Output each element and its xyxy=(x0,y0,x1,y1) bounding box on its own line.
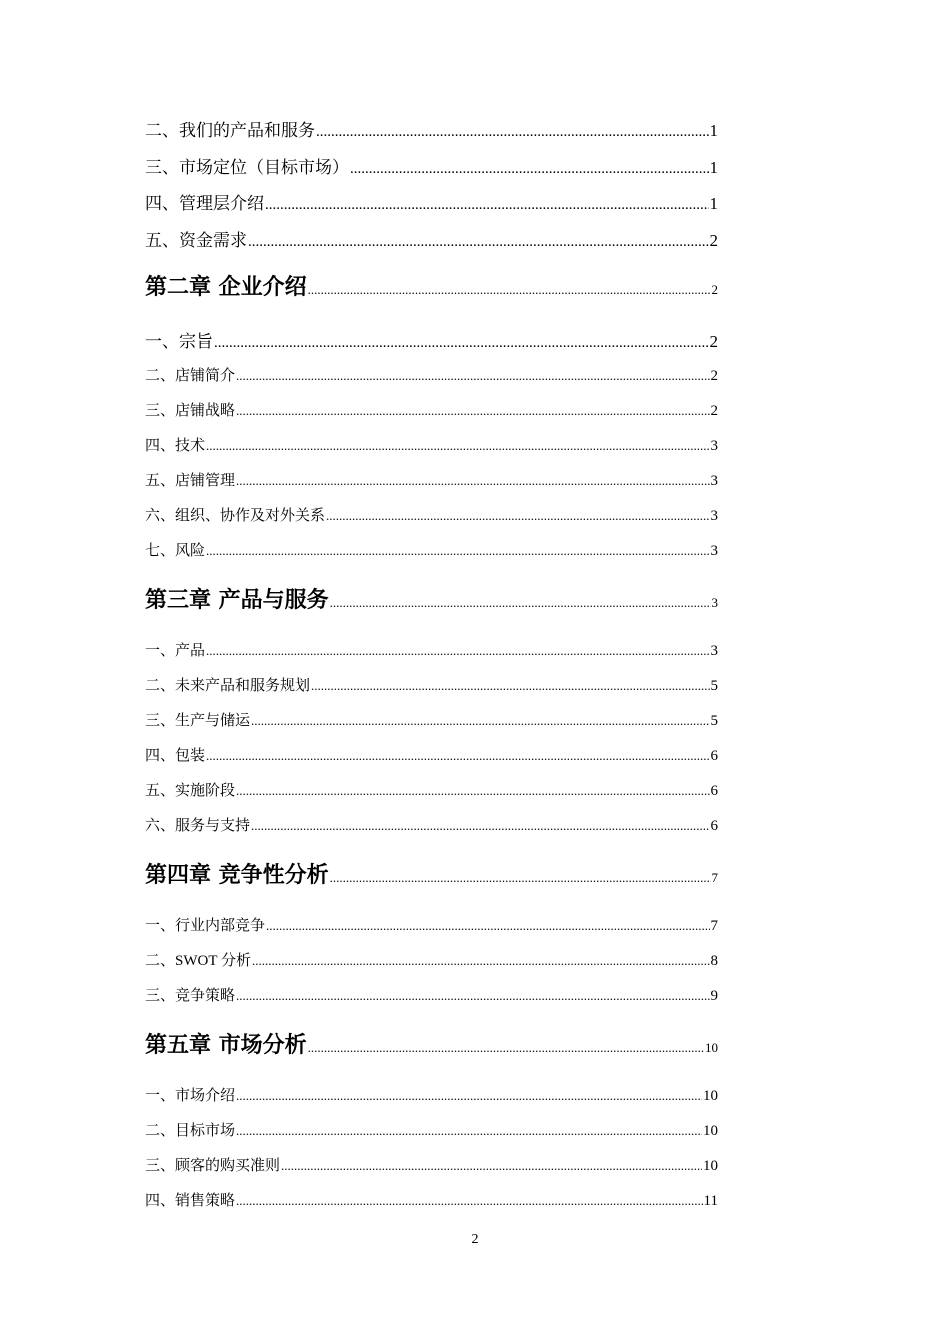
toc-entry-page: 3 xyxy=(710,473,718,489)
toc-entry[interactable] xyxy=(145,674,718,695)
toc-entry-page: 1 xyxy=(709,121,718,140)
toc-entry-title: 四、技术 xyxy=(145,438,206,454)
toc-chapter-entry[interactable] xyxy=(145,858,718,889)
toc-entry-title: 五、资金需求 xyxy=(145,231,247,250)
toc-entry[interactable] xyxy=(145,504,718,525)
dot-leader xyxy=(330,595,711,611)
toc-entry-title: 第四章 竞争性分析 xyxy=(145,863,329,888)
dot-leader xyxy=(236,368,709,384)
toc-entry-title: 七、风险 xyxy=(145,543,206,559)
toc-entry[interactable] xyxy=(145,984,718,1005)
dot-leader xyxy=(236,1193,703,1209)
toc-entry[interactable] xyxy=(145,153,718,178)
toc-chapter-entry[interactable] xyxy=(145,583,718,614)
toc-entry[interactable] xyxy=(145,1119,718,1140)
dot-leader xyxy=(266,918,709,934)
toc-entry[interactable] xyxy=(145,914,718,935)
toc-entry-title: 一、宗旨 xyxy=(145,332,213,351)
toc-entry[interactable] xyxy=(145,116,718,141)
toc-entry[interactable] xyxy=(145,814,718,835)
toc-entry[interactable] xyxy=(145,744,718,765)
toc-entry-page: 9 xyxy=(710,988,718,1004)
dot-leader xyxy=(308,1040,704,1056)
toc-entry-page: 5 xyxy=(710,713,718,729)
toc-entry[interactable] xyxy=(145,434,718,455)
dot-leader xyxy=(236,403,709,419)
toc-entry-page: 6 xyxy=(710,748,718,764)
dot-leader xyxy=(206,438,709,454)
toc-entry[interactable] xyxy=(145,327,718,352)
toc-entry[interactable] xyxy=(145,539,718,560)
toc-entry-page: 3 xyxy=(710,643,718,659)
toc-entry-page: 2 xyxy=(710,403,718,419)
toc-entry-title: 二、SWOT 分析 xyxy=(145,953,251,969)
dot-leader xyxy=(326,508,709,524)
toc-entry-title: 二、店铺简介 xyxy=(145,368,236,384)
toc-entry-page: 7 xyxy=(711,870,718,885)
toc-entry[interactable] xyxy=(145,709,718,730)
toc-entry[interactable] xyxy=(145,189,718,214)
toc-entry-page: 7 xyxy=(710,918,718,934)
toc-entry-page: 3 xyxy=(710,543,718,559)
toc-entry-page: 2 xyxy=(711,282,718,297)
toc-entry-page: 2 xyxy=(709,231,718,250)
dot-leader xyxy=(236,783,709,799)
toc-entry-page: 6 xyxy=(710,783,718,799)
toc-entry-page: 10 xyxy=(705,1040,718,1055)
toc-entry[interactable] xyxy=(145,1084,718,1105)
toc-entry-title: 四、管理层介绍 xyxy=(145,194,264,213)
toc-entry-title: 三、竞争策略 xyxy=(145,988,236,1004)
toc-entry[interactable] xyxy=(145,1189,718,1210)
toc-entry-page: 10 xyxy=(703,1088,718,1104)
toc-entry-title: 三、店铺战略 xyxy=(145,403,236,419)
dot-leader xyxy=(206,643,709,659)
toc-entry-title: 四、包装 xyxy=(145,748,206,764)
toc-entry[interactable] xyxy=(145,949,718,970)
toc-entry-page: 6 xyxy=(710,818,718,834)
dot-leader xyxy=(311,678,709,694)
toc-entry-page: 3 xyxy=(710,438,718,454)
dot-leader xyxy=(206,543,709,559)
toc-entry-page: 10 xyxy=(703,1123,718,1139)
toc-entry[interactable] xyxy=(145,639,718,660)
dot-leader xyxy=(214,335,709,352)
toc-entry-title: 一、市场介绍 xyxy=(145,1088,236,1104)
toc-entry-title: 四、销售策略 xyxy=(145,1193,236,1209)
toc-entry-page: 8 xyxy=(710,953,718,969)
dot-leader xyxy=(330,870,711,886)
page-number: 2 xyxy=(471,1232,479,1247)
dot-leader xyxy=(236,1088,702,1104)
dot-leader xyxy=(281,1158,702,1174)
dot-leader xyxy=(236,988,709,1004)
dot-leader xyxy=(236,1123,702,1139)
dot-leader xyxy=(236,473,709,489)
toc-entry-title: 三、市场定位（目标市场） xyxy=(145,158,349,177)
dot-leader xyxy=(248,234,709,251)
toc-entry-title: 第二章 企业介绍 xyxy=(145,275,307,300)
dot-leader xyxy=(316,124,709,141)
toc-chapter-entry[interactable] xyxy=(145,1028,718,1059)
toc-entry-title: 第五章 市场分析 xyxy=(145,1033,307,1058)
dot-leader xyxy=(265,197,709,214)
dot-leader xyxy=(252,953,710,969)
toc-entry-title: 一、行业内部竞争 xyxy=(145,918,266,934)
toc-entry-title: 六、组织、协作及对外关系 xyxy=(145,508,326,524)
toc-entry-page: 5 xyxy=(710,678,718,694)
dot-leader xyxy=(251,818,709,834)
toc-entry-page: 3 xyxy=(710,508,718,524)
toc-entry-page: 2 xyxy=(709,332,718,351)
toc-entry-page: 1 xyxy=(709,158,718,177)
toc-chapter-entry[interactable] xyxy=(145,270,718,301)
toc-entry[interactable] xyxy=(145,1154,718,1175)
toc-entry[interactable] xyxy=(145,469,718,490)
dot-leader xyxy=(251,713,709,729)
toc-entry-title: 六、服务与支持 xyxy=(145,818,251,834)
toc-entry-title: 五、实施阶段 xyxy=(145,783,236,799)
toc-entry-page: 2 xyxy=(710,368,718,384)
toc-entry[interactable] xyxy=(145,779,718,800)
dot-leader xyxy=(350,161,709,178)
toc-entry-title: 二、我们的产品和服务 xyxy=(145,121,315,140)
toc-entry-title: 三、生产与储运 xyxy=(145,713,251,729)
toc-entry-page: 3 xyxy=(711,595,718,610)
toc-entry[interactable] xyxy=(145,364,718,385)
dot-leader xyxy=(308,282,711,298)
toc-entry-title: 二、未来产品和服务规划 xyxy=(145,678,311,694)
toc-entry-title: 三、顾客的购买准则 xyxy=(145,1158,281,1174)
toc-entry[interactable] xyxy=(145,399,718,420)
toc-entry[interactable] xyxy=(145,226,718,251)
toc-entry-title: 五、店铺管理 xyxy=(145,473,236,489)
toc-entry-title: 二、目标市场 xyxy=(145,1123,236,1139)
dot-leader xyxy=(206,748,709,764)
toc-entry-title: 一、产品 xyxy=(145,643,206,659)
toc-entry-title: 第三章 产品与服务 xyxy=(145,588,329,613)
toc-entry-page: 10 xyxy=(703,1158,718,1174)
toc-entry-page: 11 xyxy=(703,1193,718,1209)
toc-entry-page: 1 xyxy=(709,194,718,213)
